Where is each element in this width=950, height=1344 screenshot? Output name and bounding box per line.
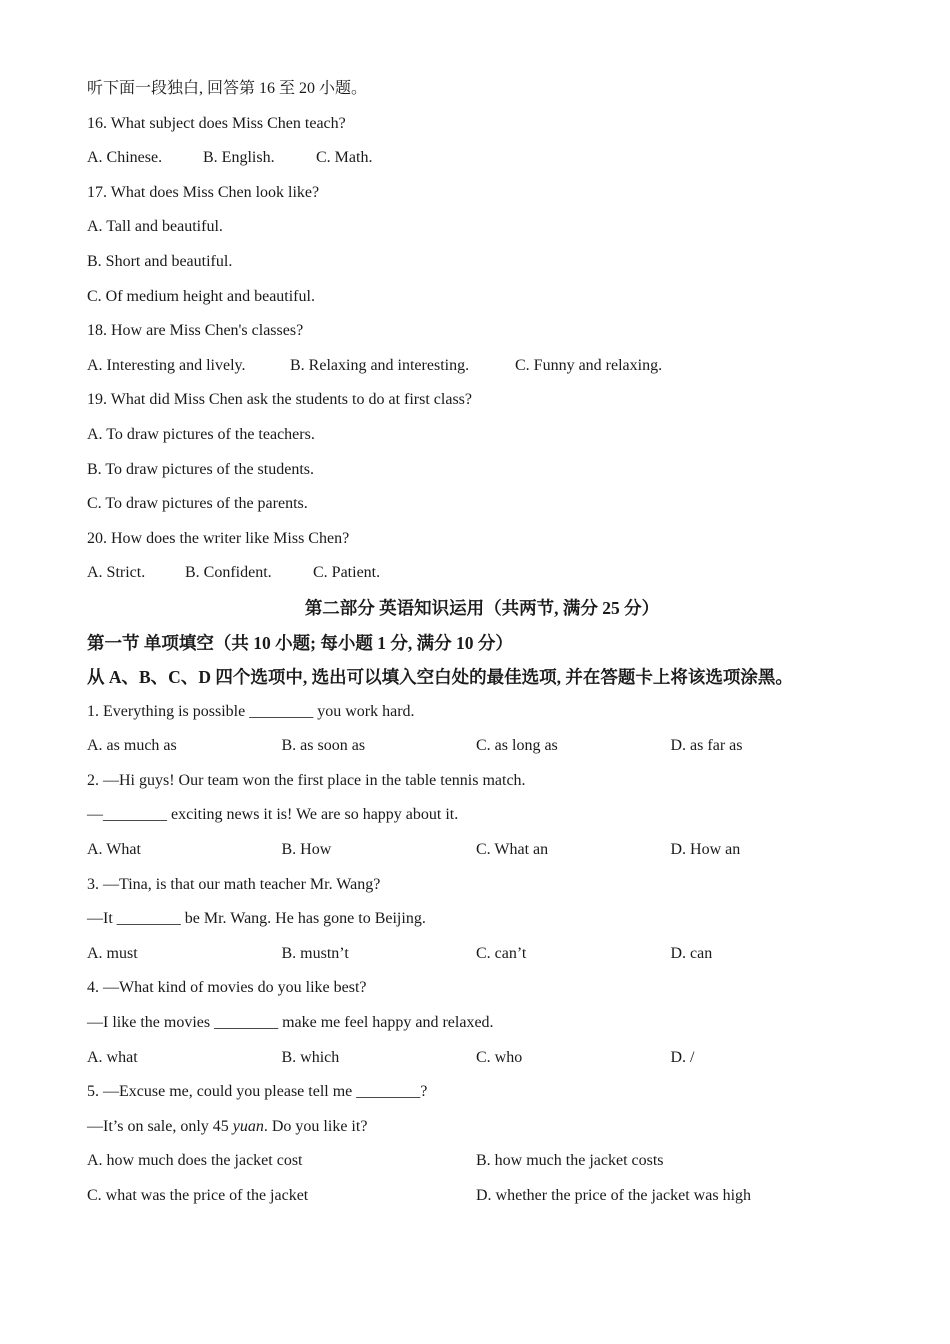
option-c: C. Math.: [316, 149, 373, 167]
option-d: D. /: [670, 1048, 695, 1066]
option-a: A. Tall and beautiful.: [87, 218, 223, 236]
section-1-title: 第一节 单项填空（共 10 小题; 每小题 1 分, 满分 10 分）: [87, 632, 513, 653]
section-instruction: 从 A、B、C、D 四个选项中, 选出可以填入空白处的最佳选项, 并在答题卡上将该选项涂黑。: [87, 667, 793, 688]
question-2-line-1: 2. —Hi guys! Our team won the first place in the table tennis match.: [87, 771, 526, 789]
option-b: B. Short and beautiful.: [87, 252, 233, 270]
option-a: A. What: [87, 841, 141, 859]
question-16-stem: 16. What subject does Miss Chen teach?: [87, 114, 346, 132]
option-a: A. what: [87, 1048, 138, 1066]
option-a: A. how much does the jacket cost: [87, 1152, 303, 1170]
question-4-line-1: 4. —What kind of movies do you like best?: [87, 979, 367, 997]
question-3-line-1: 3. —Tina, is that our math teacher Mr. Wang?: [87, 875, 381, 893]
part-2-title: 第二部分 英语知识运用（共两节, 满分 25 分）: [304, 597, 660, 618]
option-d: D. How an: [670, 841, 741, 859]
option-d: D. as far as: [670, 737, 743, 755]
option-a: A. must: [87, 944, 138, 962]
option-c: C. Patient.: [313, 564, 381, 582]
question-2-line-2: —________ exciting news it is! We are so happy about it.: [87, 806, 459, 824]
option-b: B. To draw pictures of the students.: [87, 460, 314, 478]
option-c: C. can’t: [476, 944, 527, 962]
option-c: C. Funny and relaxing.: [515, 356, 663, 374]
option-b: B. how much the jacket costs: [476, 1152, 664, 1170]
option-a: A. Chinese.: [87, 149, 163, 167]
option-d: D. whether the price of the jacket was high: [476, 1187, 752, 1204]
question-3-options: [87, 937, 877, 972]
question-5-line-2-start: —It’s on sale, only 45: [87, 1117, 233, 1135]
question-1-options: [87, 729, 877, 764]
question-16-options: [87, 141, 877, 176]
currency-word: yuan: [232, 1117, 264, 1135]
question-5-options-row-2: [87, 1179, 877, 1214]
question-5-line-2-end: . Do you like it?: [263, 1117, 368, 1135]
option-d: D. can: [670, 944, 713, 962]
listening-intro: 听下面一段独白, 回答第 16 至 20 小题。: [87, 80, 368, 97]
option-c: C. Of medium height and beautiful.: [87, 287, 315, 305]
question-5-options-row-1: [87, 1144, 877, 1179]
question-4-options: [87, 1041, 877, 1076]
option-c: C. To draw pictures of the parents.: [87, 495, 308, 513]
option-c: C. as long as: [476, 737, 558, 755]
question-19-stem: 19. What did Miss Chen ask the students to do at first class?: [87, 391, 472, 409]
question-2-options: [87, 833, 877, 868]
option-b: B. as soon as: [281, 737, 366, 755]
question-5-line-1: 5. —Excuse me, could you please tell me ________?: [87, 1083, 428, 1101]
question-20-stem: 20. How does the writer like Miss Chen?: [87, 529, 350, 547]
question-20-options: [87, 556, 877, 591]
option-b: B. How: [281, 841, 332, 859]
question-18-stem: 18. How are Miss Chen's classes?: [87, 322, 304, 340]
option-b: B. which: [281, 1048, 340, 1066]
question-4-line-2: —I like the movies ________ make me feel happy and relaxed.: [87, 1014, 494, 1032]
option-b: B. Relaxing and interesting.: [290, 356, 470, 374]
option-a: A. Strict.: [87, 564, 146, 582]
option-b: B. English.: [203, 149, 275, 167]
question-18-options: [87, 349, 877, 384]
question-5-line-2: [87, 1110, 877, 1145]
option-b: B. mustn’t: [281, 944, 349, 962]
option-c: C. What an: [476, 841, 549, 859]
option-b: B. Confident.: [185, 564, 272, 582]
option-a: A. as much as: [87, 737, 177, 755]
option-a: A. Interesting and lively.: [87, 356, 246, 374]
exam-page: [87, 72, 877, 1214]
option-a: A. To draw pictures of the teachers.: [87, 425, 315, 443]
option-c: C. who: [476, 1048, 523, 1066]
option-c: C. what was the price of the jacket: [87, 1187, 309, 1204]
question-3-line-2: —It ________ be Mr. Wang. He has gone to Beijing.: [87, 910, 426, 928]
question-17-stem: 17. What does Miss Chen look like?: [87, 183, 320, 201]
question-1-stem: 1. Everything is possible ________ you work hard.: [87, 702, 415, 720]
